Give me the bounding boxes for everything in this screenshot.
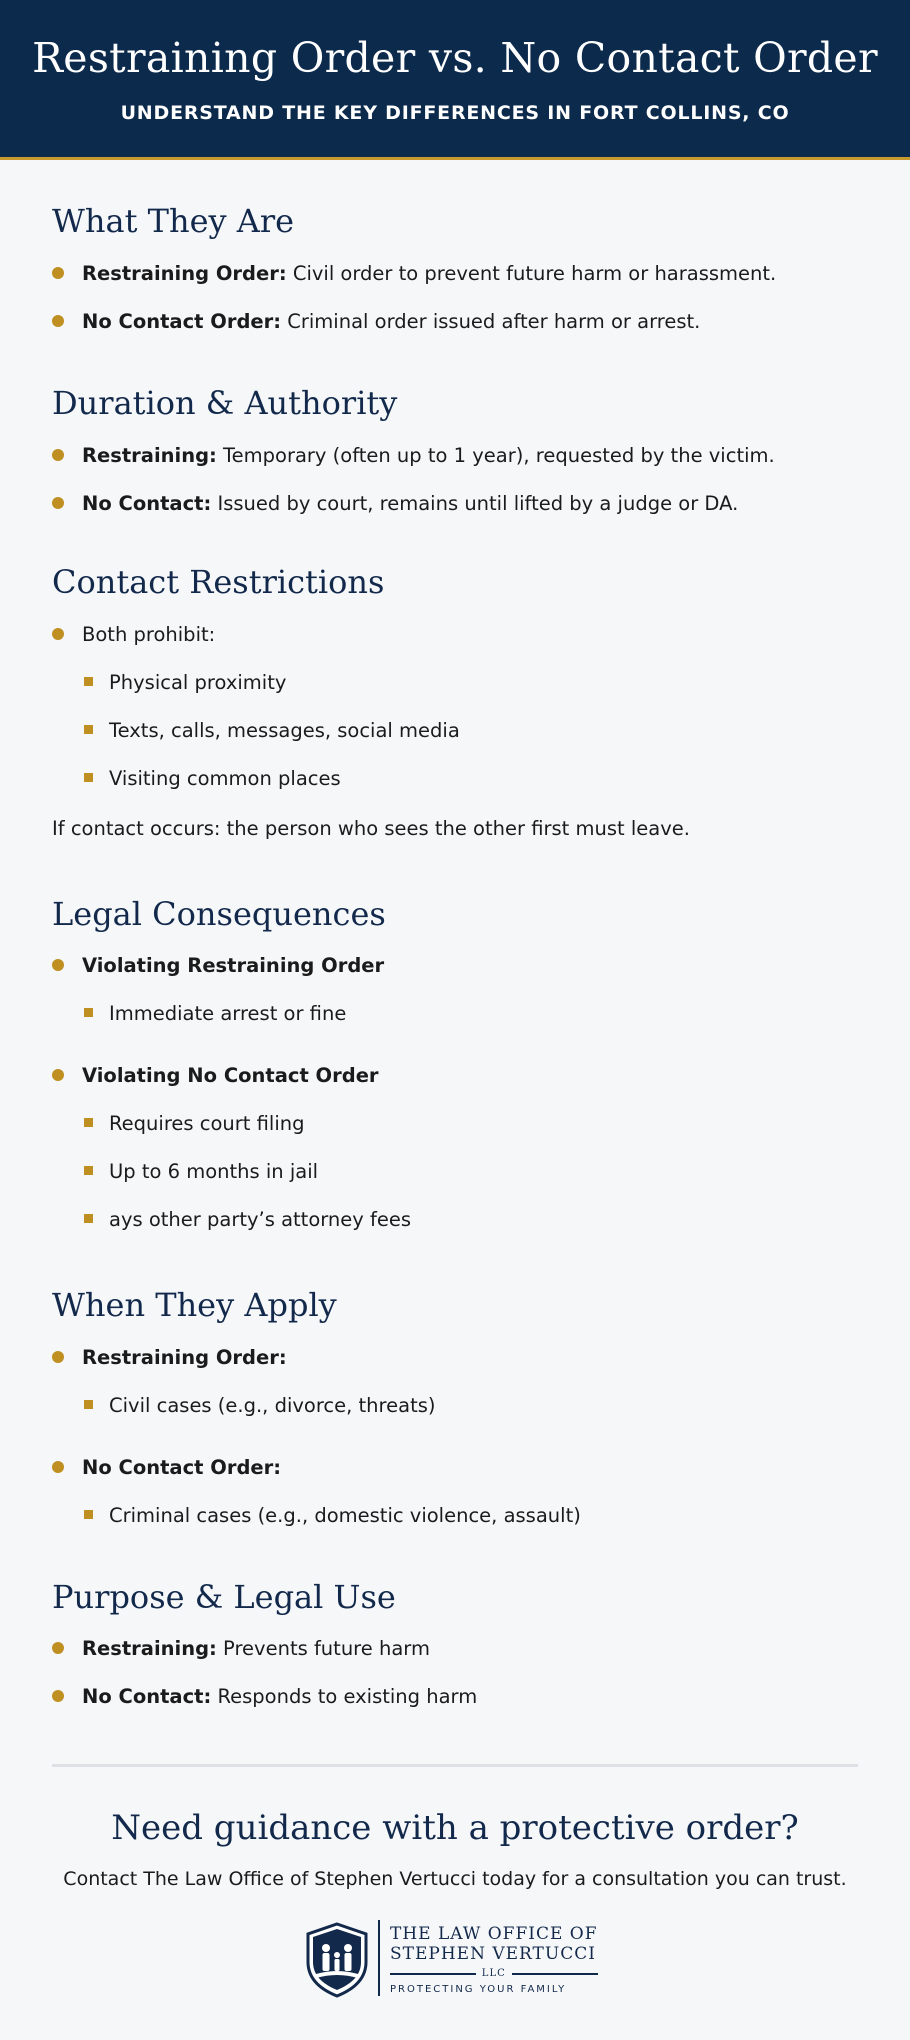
family-shield-icon — [304, 1922, 370, 1998]
logo-llc — [390, 1968, 598, 1979]
list-item — [52, 953, 384, 979]
logo-text — [390, 1924, 598, 1997]
list-item — [52, 1684, 477, 1710]
section-title-apply: When They Apply — [52, 1286, 337, 1324]
bullet-square-icon — [84, 1400, 93, 1409]
sub-list-item — [84, 1159, 318, 1185]
item-label: Restraining Order: — [82, 1346, 287, 1369]
logo-llc-text: LLC — [476, 1968, 512, 1979]
item-label: No Contact: — [82, 1685, 212, 1708]
sub-list-item — [84, 766, 341, 792]
item-text: Civil cases (e.g., divorce, threats) — [109, 1394, 436, 1417]
logo-tagline: PROTECTING YOUR FAMILY — [390, 1984, 567, 1995]
item-text: Requires court filing — [109, 1112, 305, 1135]
item-text: Visiting common places — [109, 767, 341, 790]
list-item — [52, 1455, 281, 1481]
item-text: Temporary (often up to 1 year), requested by the victim. — [216, 444, 775, 467]
bullet-dot-icon — [52, 1351, 64, 1363]
section-title-contact: Contact Restrictions — [52, 563, 385, 601]
list-item — [52, 491, 738, 517]
list-item — [52, 261, 776, 287]
section-title-purpose: Purpose & Legal Use — [52, 1578, 396, 1616]
logo-line2: STEPHEN VERTUCCI — [390, 1944, 596, 1964]
bullet-dot-icon — [52, 497, 64, 509]
sub-list-item — [84, 1393, 436, 1419]
item-text: ays other party’s attorney fees — [109, 1208, 412, 1231]
list-item — [52, 443, 775, 469]
list-item — [52, 622, 215, 648]
sub-list-item — [84, 1111, 305, 1137]
item-label: Violating No Contact Order — [82, 1064, 379, 1087]
item-text: Civil order to prevent future harm or harassment. — [286, 262, 777, 285]
logo-line1: THE LAW OFFICE OF — [390, 1924, 598, 1944]
bullet-dot-icon — [52, 315, 64, 327]
section-title-duration: Duration & Authority — [52, 384, 398, 422]
bullet-dot-icon — [52, 1069, 64, 1081]
section-title-what: What They Are — [52, 202, 295, 240]
bullet-dot-icon — [52, 1690, 64, 1702]
bullet-square-icon — [84, 1214, 93, 1223]
sub-list-item — [84, 1207, 411, 1233]
law-office-logo — [304, 1918, 606, 1998]
item-text: Up to 6 months in jail — [109, 1160, 319, 1183]
item-text: Prevents future harm — [216, 1637, 430, 1660]
item-label: Restraining Order: — [82, 262, 287, 285]
item-label: Restraining: — [82, 444, 217, 467]
item-text: Responds to existing harm — [211, 1685, 478, 1708]
item-text: Both prohibit: — [82, 623, 216, 646]
logo-divider — [378, 1920, 380, 1996]
cta-text: Contact The Law Office of Stephen Vertucci today for a consultation you can trust. — [63, 1868, 847, 1890]
item-text: Immediate arrest or fine — [109, 1002, 347, 1025]
bullet-square-icon — [84, 1008, 93, 1017]
item-label: Violating Restraining Order — [82, 954, 385, 977]
cta-title: Need guidance with a protective order? — [111, 1808, 799, 1848]
item-label: No Contact: — [82, 492, 212, 515]
section-title-legal: Legal Consequences — [52, 895, 386, 933]
bullet-square-icon — [84, 677, 93, 686]
item-label: No Contact Order: — [82, 310, 282, 333]
bullet-dot-icon — [52, 267, 64, 279]
list-item — [52, 309, 700, 335]
list-item — [52, 1345, 287, 1371]
item-label: No Contact Order: — [82, 1456, 282, 1479]
bullet-square-icon — [84, 1118, 93, 1127]
sub-list-item — [84, 1503, 581, 1529]
item-text: Criminal cases (e.g., domestic violence, assault) — [109, 1504, 581, 1527]
list-item — [52, 1636, 430, 1662]
bullet-dot-icon — [52, 959, 64, 971]
page-title: Restraining Order vs. No Contact Order — [32, 34, 878, 82]
sub-list-item — [84, 718, 460, 744]
list-item — [52, 1063, 379, 1089]
bullet-square-icon — [84, 773, 93, 782]
sub-list-item — [84, 670, 286, 696]
item-label: Restraining: — [82, 1637, 217, 1660]
page-header — [0, 0, 910, 160]
bullet-square-icon — [84, 725, 93, 734]
bullet-square-icon — [84, 1166, 93, 1175]
contact-note: If contact occurs: the person who sees the other first must leave. — [52, 817, 690, 840]
bullet-dot-icon — [52, 449, 64, 461]
item-text: Issued by court, remains until lifted by a judge or DA. — [211, 492, 739, 515]
page-subtitle: UNDERSTAND THE KEY DIFFERENCES IN FORT COLLINS, CO — [120, 102, 790, 124]
item-text: Texts, calls, messages, social media — [109, 719, 460, 742]
item-text: Criminal order issued after harm or arrest. — [281, 310, 701, 333]
divider — [52, 1764, 858, 1767]
bullet-dot-icon — [52, 628, 64, 640]
item-text: Physical proximity — [109, 671, 287, 694]
bullet-dot-icon — [52, 1461, 64, 1473]
bullet-dot-icon — [52, 1642, 64, 1654]
sub-list-item — [84, 1001, 346, 1027]
bullet-square-icon — [84, 1510, 93, 1519]
